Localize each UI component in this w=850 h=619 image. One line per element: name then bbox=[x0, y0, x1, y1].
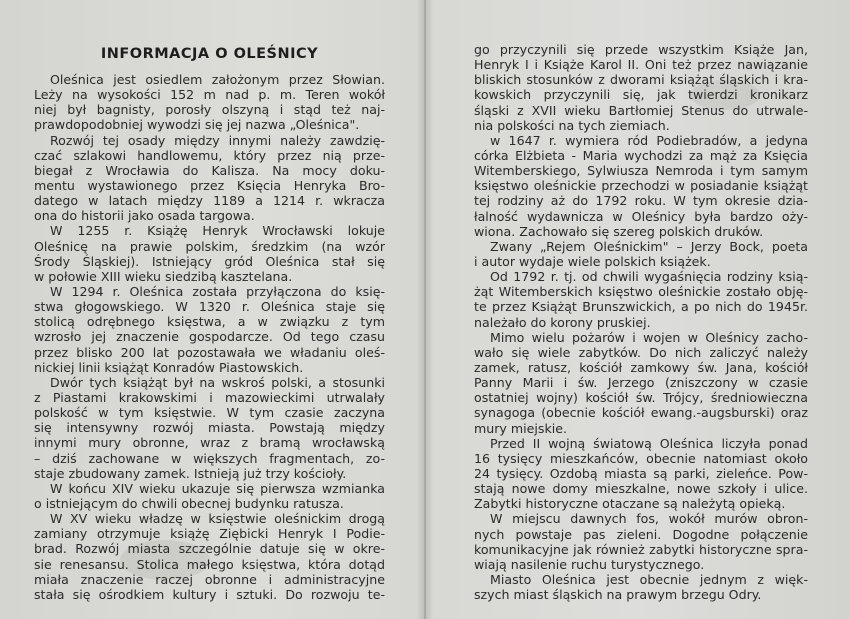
text-line: biegał z Wrocławia do Kalisza. Na mocy doku- bbox=[34, 162, 385, 178]
text-line: datego w latach między 1189 a 1214 r. wkracza bbox=[34, 193, 385, 209]
text-line: wzrosło jej znaczenie gospodarcze. Od tego czasu bbox=[34, 329, 385, 345]
text-line: Witemberskiego, Sylwiusza Nemroda i tym samym bbox=[474, 163, 808, 179]
text-line: stała się ośrodkiem kultury i sztuki. Do rozwoju te- bbox=[34, 586, 385, 602]
text-line: mentu wystawionego przez Księcia Henryka Bro- bbox=[34, 177, 385, 193]
text-line: W 1255 r. Książę Henryk Wrocławski lokuje bbox=[50, 223, 385, 239]
text-line: W miejscu dawnych fos, wokół murów obron- bbox=[490, 511, 808, 527]
text-line: stolicą odrębnego księstwa, a w związku z tym bbox=[34, 314, 385, 330]
text-line: te przez Książąt Brunszwickich, a po nich do 1945r. bbox=[474, 299, 808, 315]
text-line: synagoga (obecnie kościół ewang.-augsburski) oraz bbox=[474, 405, 808, 421]
text-line: przez blisko 200 lat pozostawała we władaniu oleś- bbox=[34, 344, 385, 360]
text-line: W XV wieku władzę w księstwie oleśnickim drogą bbox=[50, 511, 385, 527]
text-line: Zabytki historyczne otaczane są należytą opieką. bbox=[474, 496, 786, 512]
text-line: czać szlakowi handlowemu, który przez nią prze- bbox=[34, 147, 385, 163]
text-line: Oleśnica jest osiedlem założonym przez Słowian. bbox=[50, 72, 385, 87]
text-line: polskość w tym księstwie. W tym czasie zaczyna bbox=[34, 405, 385, 421]
text-line: bliskich stosunków z dworami książąt śląskich i kra- bbox=[474, 72, 808, 88]
text-line: córka Elżbieta - Maria wychodzi za mąż za Księcia bbox=[474, 147, 808, 163]
text-line: zamiany otrzymuje książę Ziębicki Henryk I Podie- bbox=[34, 526, 385, 542]
text-line: Oleśnicę na prawie polskim, średzkim (na wzór bbox=[34, 238, 385, 254]
left-page-text bbox=[34, 72, 385, 602]
text-line: śląski z XVII wieku Bartłomiej Stenus do utrwale- bbox=[474, 102, 808, 118]
text-line: Dwór tych książąt był na wskroś polski, a stosunki bbox=[50, 374, 385, 390]
text-line: nia polskości na tych ziemiach. bbox=[474, 117, 670, 133]
text-line: W końcu XIV wieku ukazuje się pierwsza wzmianka bbox=[50, 480, 385, 496]
text-line: Mimo wielu pożarów i wojen w Oleśnicy zacho- bbox=[490, 329, 808, 345]
text-line: nych powstaje pas zieleni. Dogodne połączenie bbox=[474, 526, 808, 542]
text-line: się intensywny rozwój miasta. Powstają między bbox=[34, 420, 385, 436]
text-line: Henryk I i Książe Karol II. Oni też przez nawiązanie bbox=[474, 57, 808, 73]
text-line: Zwany „Rejem Oleśnickim" – Jerzy Bock, poeta bbox=[490, 238, 808, 254]
text-line: wiona. Zachowało się szereg polskich druków. bbox=[474, 223, 764, 239]
text-line: z Piastami krakowskimi i mazowieckimi utrwalały bbox=[34, 389, 385, 405]
text-line: niej był bagnisty, porosły olszyną i stąd też naj- bbox=[34, 102, 385, 118]
text-line: prawdopodobniej wywodzi się jej nazwa „Oleśnica". bbox=[34, 117, 360, 133]
text-line: miała znaczenie raczej obronne i administracyjne bbox=[34, 571, 385, 587]
text-line: Leży na wysokości 152 m nad p. m. Teren wokół bbox=[34, 87, 385, 103]
text-line: sie renesansu. Stolica małego księstwa, która dotąd bbox=[34, 556, 385, 572]
text-line: – dziś zachowane w większych fragmentach, zo- bbox=[34, 450, 385, 466]
text-line: i autor wydaje wiele polskich książek. bbox=[474, 253, 711, 269]
text-line: Panny Marii i św. Jerzego (zniszczony w czasie bbox=[474, 375, 808, 391]
text-line: 16 tysięcy mieszkańców, obecnie natomiast około bbox=[474, 450, 808, 466]
text-line: nickiej linii książąt Konradów Piastowskich. bbox=[34, 359, 304, 375]
text-line: Rozwój tej osady między innymi należy zawdzię- bbox=[50, 132, 385, 148]
text-line: w 1647 r. wymiera ród Podiebradów, a jedyna bbox=[490, 132, 808, 148]
text-line: go przyczynili się przede wszystkim Książe Jan, bbox=[474, 42, 808, 57]
right-page bbox=[425, 0, 850, 619]
text-line: szych miast śląskich na prawym brzegu Odry. bbox=[474, 587, 762, 603]
text-line: Środy Śląskiej). Istniejący gród Oleśnica stał się bbox=[34, 253, 385, 269]
text-line: żąt Witemberskich księstwo oleśnickie zostało obję- bbox=[474, 284, 808, 300]
text-line: wało się wiele zabytków. Do nich zaliczyć należy bbox=[474, 344, 808, 360]
text-line: ona do historii jako osada targowa. bbox=[34, 208, 255, 224]
right-page-text bbox=[474, 42, 808, 602]
text-line: księstwo oleśnickie przechodzi w posiadanie książąt bbox=[474, 178, 808, 194]
text-line: o istniejącym do chwili obecnej budynku ratusza. bbox=[34, 495, 344, 511]
text-line: mury miejskie. bbox=[474, 420, 568, 436]
text-line: w połowie XIII wieku siedzibą kasztelana. bbox=[34, 268, 293, 284]
text-line: łalność wydawnicza w Oleśnicy była bardzo oży- bbox=[474, 208, 808, 224]
text-line: ostatniej wojny) kościół św. Trójcy, średniowieczna bbox=[474, 390, 808, 406]
text-line: należało do korony pruskiej. bbox=[474, 314, 651, 330]
text-line: stwa głogowskiego. W 1320 r. Oleśnica staje się bbox=[34, 299, 385, 315]
text-line: innymi mury obronne, wraz z bramą wrocławską bbox=[34, 435, 385, 451]
text-line: brad. Rozwój miasta szczególnie datuje się w okre- bbox=[34, 541, 385, 557]
text-line: zamek, ratusz, kościół zamkowy św. Jana, kościół bbox=[474, 359, 808, 375]
document-title: INFORMACJA O OLEŚNICY bbox=[100, 46, 319, 62]
text-line: 24 tysięcy. Ozdobą miasta są parki, zieleńce. Pow- bbox=[474, 465, 808, 481]
text-line: staje zbudowany zamek. Istnieją już trzy kościoły. bbox=[34, 465, 347, 481]
text-line: Od 1792 r. tj. od chwili wygaśnięcia rodziny ksią- bbox=[490, 269, 808, 285]
text-line: kowskich przyczynili się, jak twierdzi kronikarz bbox=[474, 87, 808, 103]
text-line: W 1294 r. Oleśnica została przyłączona do księ- bbox=[50, 283, 385, 299]
text-line: wiają nasilenie ruchu turystycznego. bbox=[474, 556, 705, 572]
text-line: stają nowe domy mieszkalne, nowe szkoły i ulice. bbox=[474, 481, 808, 497]
text-line: tej rodziny aż do 1792 roku. W tym okresie dzia- bbox=[474, 193, 808, 209]
text-line: komunikacyjne jak również zabytki historyczne spra- bbox=[474, 541, 808, 557]
text-line: Miasto Oleśnica jest obecnie jednym z więk- bbox=[490, 571, 808, 587]
text-line: Przed II wojną światową Oleśnica liczyła ponad bbox=[490, 435, 808, 451]
